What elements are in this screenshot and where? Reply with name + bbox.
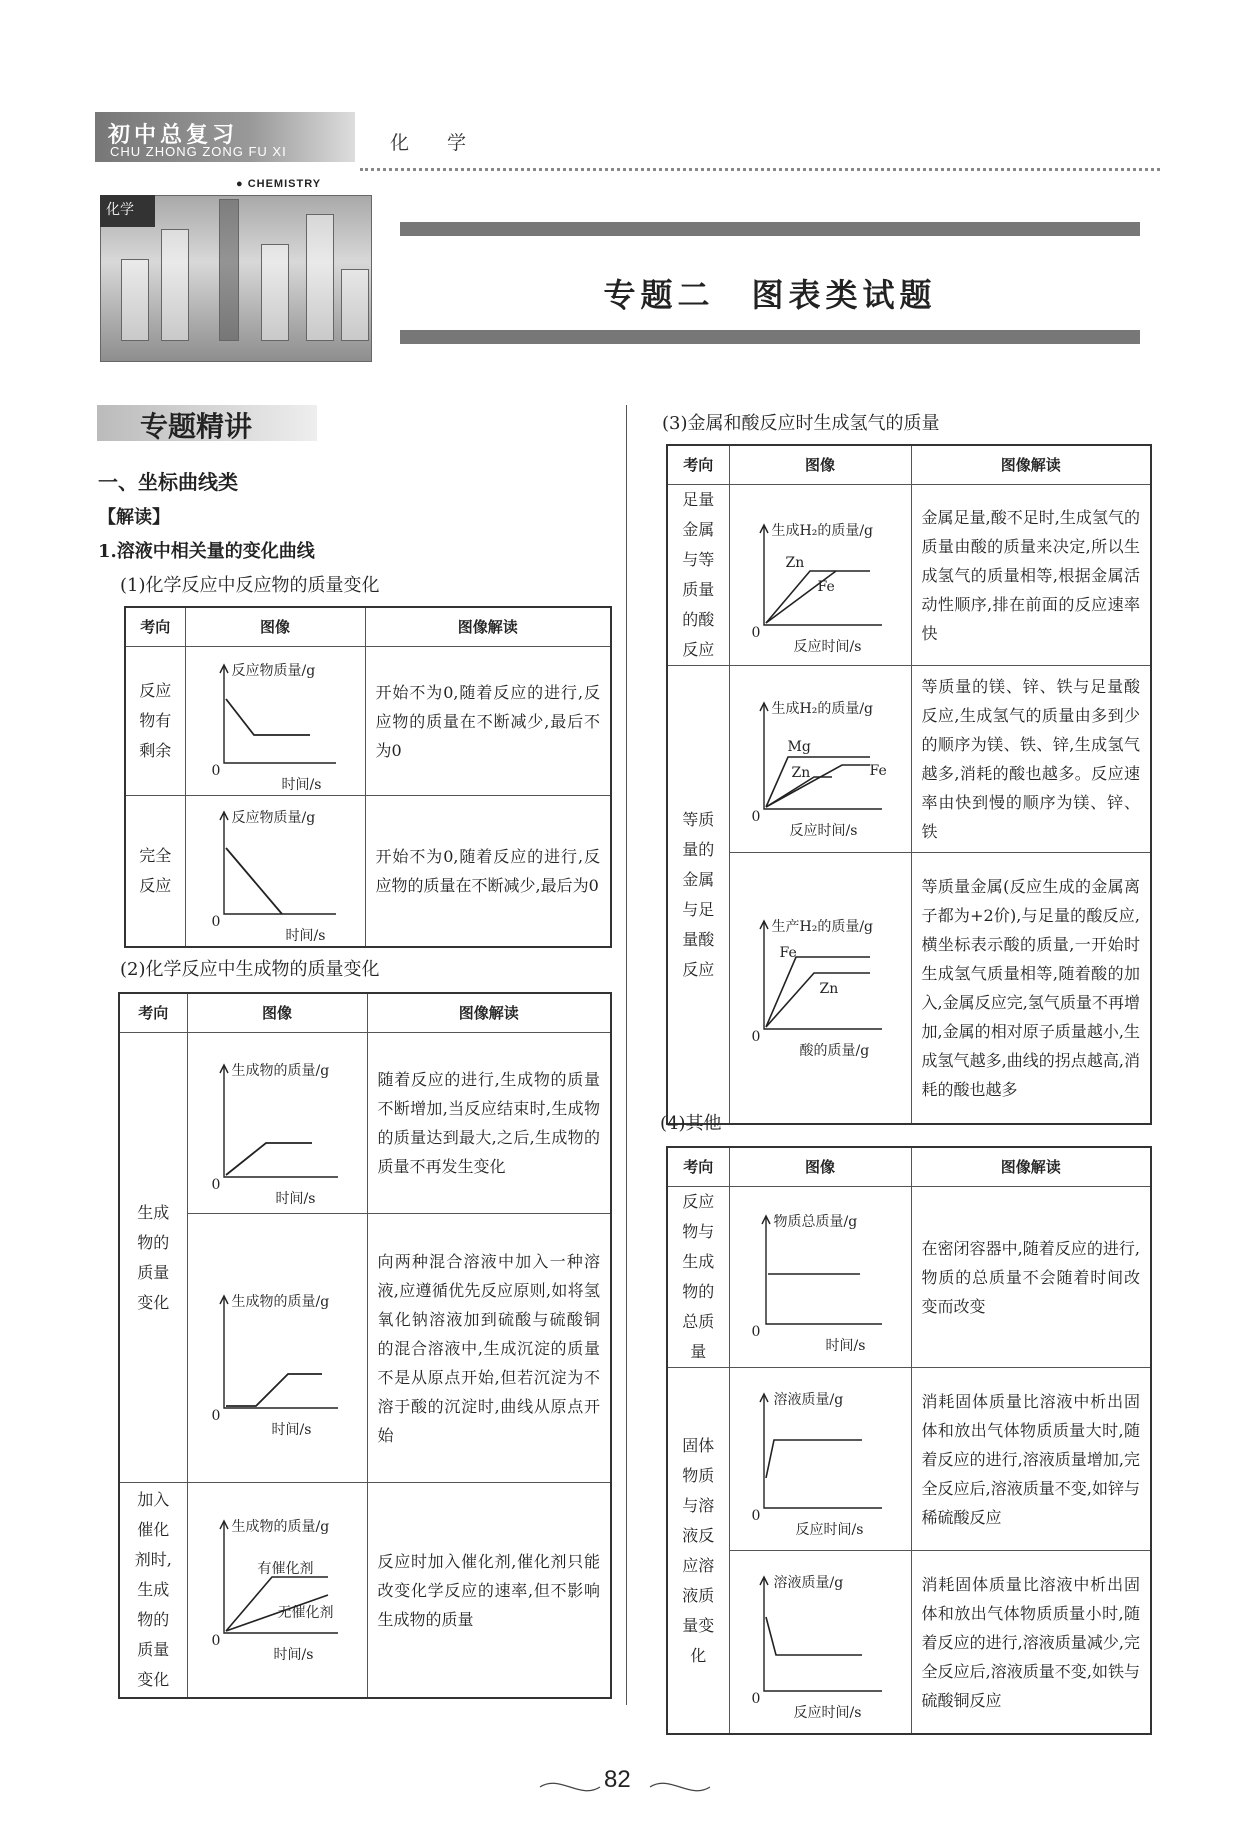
graph-legend-zn: Zn xyxy=(819,981,839,997)
graph-ylabel: 生成H₂的质量/g xyxy=(771,701,873,717)
row-description: 向两种混合溶液中加入一种溶液,应遵循优先反应原则,如将氢氧化钠溶液加到硫酸与硫酸铜的混合溶液中,生成沉淀的质量不是从原点开始,但若沉淀为不溶于酸的沉淀时,曲线从原点开始 xyxy=(367,1214,611,1483)
table-reactant xyxy=(124,606,612,948)
graph-origin: 0 xyxy=(751,1029,761,1045)
graph-ylabel: 反应物质量/g xyxy=(231,663,316,679)
graph-origin: 0 xyxy=(751,625,761,641)
row-direction: 反应物有剩余 xyxy=(125,647,185,796)
graph-product-2 xyxy=(188,1214,368,1482)
subheading-3: (3)金属和酸反应时生成氢气的质量 xyxy=(662,413,940,434)
graph-origin: 0 xyxy=(751,1691,761,1707)
table-row xyxy=(125,796,611,948)
graph-legend-fe: Fe xyxy=(817,579,835,595)
row-direction: 足量金属与等质量的酸反应 xyxy=(667,485,729,666)
graph-origin: 0 xyxy=(751,1508,761,1524)
graph-origin: 0 xyxy=(211,914,221,930)
col-dir: 考向 xyxy=(119,993,187,1033)
graph-xlabel: 反应时间/s xyxy=(793,639,862,655)
part-heading: 一、坐标曲线类 xyxy=(98,470,238,494)
title-bar-top xyxy=(400,222,1140,236)
jiedu-label: 【解读】 xyxy=(98,507,170,528)
row-description: 开始不为0,随着反应的进行,反应物的质量在不断减少,最后为0 xyxy=(365,796,611,948)
col-dir: 考向 xyxy=(667,1147,729,1187)
graph-ylabel: 生成物的质量/g xyxy=(231,1063,330,1079)
table-row xyxy=(667,1368,1151,1551)
row-description: 在密闭容器中,随着反应的进行,物质的总质量不会随着时间改变而改变 xyxy=(911,1187,1151,1368)
graph-reactant-remaining xyxy=(186,647,366,795)
col-img: 图像 xyxy=(187,993,367,1033)
graph-origin: 0 xyxy=(751,1324,761,1340)
graph-solution-increase xyxy=(730,1368,912,1550)
col-read: 图像解读 xyxy=(911,1147,1151,1187)
photo-tag: 化学 xyxy=(100,195,155,227)
row-description: 反应时加入催化剂,催化剂只能改变化学反应的速率,但不影响生成物的质量 xyxy=(367,1483,611,1699)
graph-xlabel: 反应时间/s xyxy=(789,823,858,839)
header-title: 初中总复习 xyxy=(108,123,239,148)
table-row xyxy=(667,1551,1151,1735)
graph-ylabel: 溶液质量/g xyxy=(773,1575,844,1591)
table-row xyxy=(667,666,1151,853)
row-description: 消耗固体质量比溶液中析出固体和放出气体物质质量小时,随着反应的进行,溶液质量减少,完全反应后,溶液质量不变,如铁与硫酸铜反应 xyxy=(911,1551,1151,1735)
col-img: 图像 xyxy=(729,1147,911,1187)
page-number: 82 xyxy=(604,1766,631,1793)
page-title: 专题二 图表类试题 xyxy=(603,276,937,314)
item-heading: 1.溶液中相关量的变化曲线 xyxy=(98,541,315,562)
section-title: 专题精讲 xyxy=(140,410,253,443)
row-direction: 生成物的质量变化 xyxy=(119,1033,187,1483)
graph-ylabel: 物质总质量/g xyxy=(773,1214,858,1230)
graph-xlabel: 时间/s xyxy=(825,1338,866,1354)
chemistry-tag-text: CHEMISTRY xyxy=(247,178,322,190)
table-row xyxy=(667,485,1151,666)
row-direction: 等质量的金属与足量酸反应 xyxy=(667,666,729,1125)
graph-legend-catalyst: 有催化剂 xyxy=(257,1561,314,1577)
table-row xyxy=(667,853,1151,1125)
graph-ylabel: 生成物的质量/g xyxy=(231,1294,330,1310)
row-description: 等质量金属(反应生成的金属离子都为+2价),与足量的酸反应,横坐标表示酸的质量,一开始时生成氢气质量相等,随着酸的加入,金属反应完,氢气质量不再增加,金属的相对原子质量越小,生成氢气越多,曲线的拐点越高,消耗的酸也越多 xyxy=(911,853,1151,1125)
graph-ylabel: 反应物质量/g xyxy=(231,810,316,826)
graph-h2-equal-metal xyxy=(730,673,912,845)
col-dir: 考向 xyxy=(125,607,185,647)
graph-ylabel: 生产H₂的质量/g xyxy=(771,919,873,935)
graph-xlabel: 时间/s xyxy=(271,1422,312,1438)
table-row xyxy=(119,1483,611,1699)
graph-origin: 0 xyxy=(211,1408,221,1424)
graph-ylabel: 生成H₂的质量/g xyxy=(771,523,873,539)
column-divider xyxy=(626,405,627,1705)
header-rule xyxy=(360,168,1160,171)
graph-xlabel: 时间/s xyxy=(275,1191,316,1207)
table-row xyxy=(119,1033,611,1214)
row-description: 金属足量,酸不足时,生成氢气的质量由酸的质量来决定,所以生成氢气的质量相等,根据金属活动性顺序,排在前面的反应速率快 xyxy=(911,485,1151,666)
col-img: 图像 xyxy=(729,445,911,485)
graph-total-mass xyxy=(730,1194,912,1360)
table-row xyxy=(119,1214,611,1483)
graph-xlabel: 时间/s xyxy=(273,1647,314,1663)
graph-legend-no-catalyst: 无催化剂 xyxy=(277,1605,334,1621)
title-bar-bottom xyxy=(400,330,1140,344)
col-img: 图像 xyxy=(185,607,365,647)
row-direction: 固体物质与溶液反应溶液质量变化 xyxy=(667,1368,729,1735)
graph-catalyst xyxy=(188,1483,368,1697)
graph-xlabel: 时间/s xyxy=(285,928,326,944)
subheading-2: (2)化学反应中生成物的质量变化 xyxy=(120,959,380,980)
graph-solution-decrease xyxy=(730,1551,912,1733)
graph-xlabel: 反应时间/s xyxy=(793,1705,862,1721)
graph-reactant-complete xyxy=(186,796,366,946)
table-row xyxy=(667,1187,1151,1368)
row-direction: 加入催化剂时,生成物的质量变化 xyxy=(119,1483,187,1699)
col-read: 图像解读 xyxy=(367,993,611,1033)
row-description: 开始不为0,随着反应的进行,反应物的质量在不断减少,最后不为0 xyxy=(365,647,611,796)
graph-xlabel: 酸的质量/g xyxy=(799,1043,870,1059)
graph-origin: 0 xyxy=(751,809,761,825)
graph-h2-excess-metal xyxy=(730,491,912,659)
graph-legend-zn: Zn xyxy=(785,555,805,571)
graph-origin: 0 xyxy=(211,763,221,779)
row-direction: 完全反应 xyxy=(125,796,185,948)
graph-origin: 0 xyxy=(211,1633,221,1649)
header-pinyin: CHU ZHONG ZONG FU XI xyxy=(110,144,287,159)
graph-xlabel: 时间/s xyxy=(281,777,322,793)
graph-legend-zn: Zn xyxy=(791,765,811,781)
subheading-1: (1)化学反应中反应物的质量变化 xyxy=(120,575,380,596)
subheading-4: (4)其他 xyxy=(660,1113,722,1134)
row-description: 等质量的镁、锌、铁与足量酸反应,生成氢气的质量由多到少的顺序为镁、铁、锌,生成氢气越多,消耗的酸也越多。反应速率由快到慢的顺序为镁、锌、铁 xyxy=(911,666,1151,853)
col-read: 图像解读 xyxy=(911,445,1151,485)
graph-origin: 0 xyxy=(211,1177,221,1193)
chemistry-tag: ● CHEMISTRY xyxy=(236,178,322,190)
table-other xyxy=(666,1146,1152,1735)
graph-legend-fe: Fe xyxy=(869,763,887,779)
header-subject: 化 学 xyxy=(390,132,483,154)
graph-h2-acid-mass xyxy=(730,853,912,1123)
graph-ylabel: 生成物的质量/g xyxy=(231,1519,330,1535)
graph-ylabel: 溶液质量/g xyxy=(773,1392,844,1408)
table-product xyxy=(118,992,612,1699)
graph-product-1 xyxy=(188,1033,368,1213)
row-description: 随着反应的进行,生成物的质量不断增加,当反应结束时,生成物的质量达到最大,之后,生成物的质量不再发生变化 xyxy=(367,1033,611,1214)
row-description: 消耗固体质量比溶液中析出固体和放出气体物质质量大时,随着反应的进行,溶液质量增加,完全反应后,溶液质量不变,如锌与稀硫酸反应 xyxy=(911,1368,1151,1551)
table-row xyxy=(125,647,611,796)
table-hydrogen xyxy=(666,444,1152,1125)
graph-legend-mg: Mg xyxy=(787,739,811,755)
graph-legend-fe: Fe xyxy=(779,945,797,961)
graph-xlabel: 反应时间/s xyxy=(795,1522,864,1538)
row-direction: 反应物与生成物的总质量 xyxy=(667,1187,729,1368)
col-read: 图像解读 xyxy=(365,607,611,647)
col-dir: 考向 xyxy=(667,445,729,485)
